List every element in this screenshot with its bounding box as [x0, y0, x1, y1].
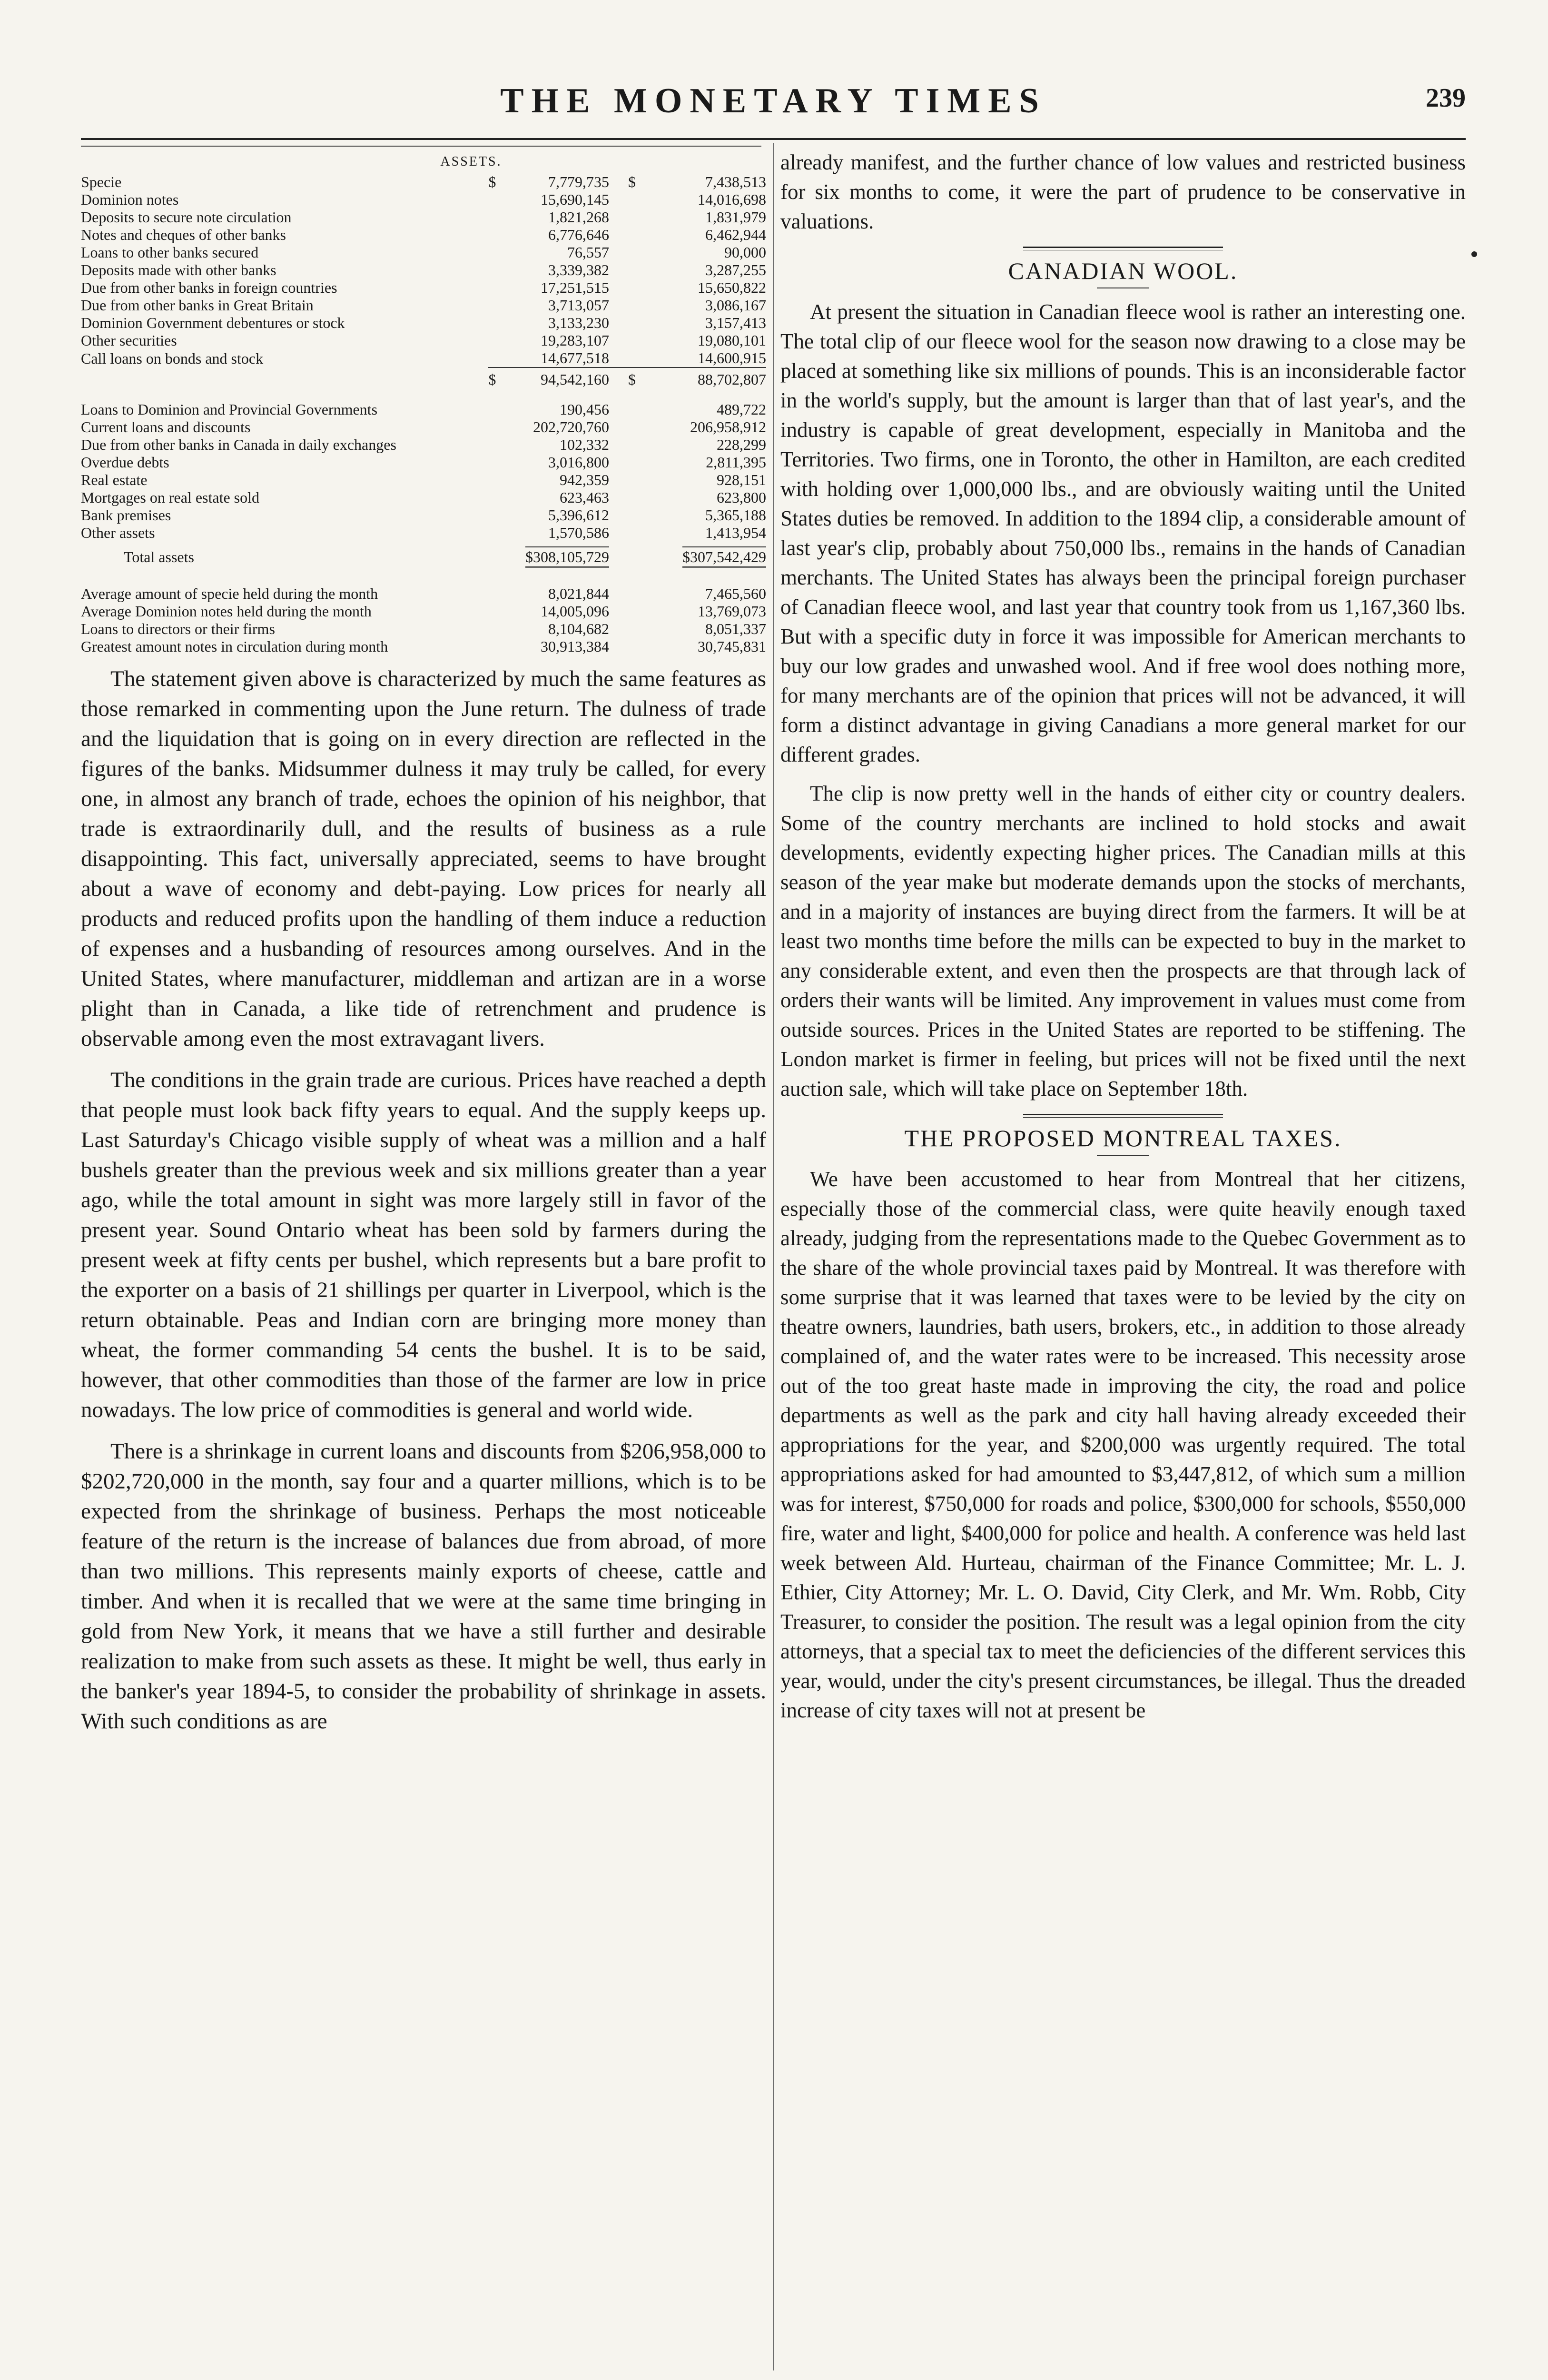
currency-sign [628, 620, 642, 638]
currency-sign [488, 489, 502, 506]
currency-sign [488, 620, 502, 638]
table-row [81, 471, 766, 489]
total-previous-value: $307,542,429 [682, 546, 766, 568]
total-current-value: $308,105,729 [525, 546, 609, 568]
row-label: Deposits to secure note circulation [81, 208, 292, 226]
row-label: Average amount of specie held during the month [81, 585, 378, 602]
currency-sign [628, 585, 642, 603]
currency-sign [488, 585, 502, 603]
table-row [81, 191, 766, 208]
currency-sign [488, 542, 502, 573]
row-label: Loans to Dominion and Provincial Governments [81, 401, 378, 418]
value-current: 7,779,735 [548, 173, 610, 190]
value-previous: 6,462,944 [705, 226, 766, 243]
section-divider [1023, 247, 1223, 250]
value-previous: 5,365,188 [705, 506, 766, 524]
value-current: 1,821,268 [548, 208, 610, 226]
currency-sign [628, 401, 642, 418]
row-label: Bank premises [81, 506, 171, 524]
page-header [81, 81, 1466, 133]
article-paragraph: The statement given above is characterized by much the same features as those remarked in commenting upon the June return. The dulness of trade and the liquidation that is going on in every direction are reflected in the figures of the banks. Midsummer dulness it may truly be called, for every one, in almost any branch of trade, echoes the opinion of his neighbor, that trade is extraordinarily dull, and the results of business as a rule disappointing. This fact, universally appreciated, seems to have brought about a wave of economy and debt-paying. Low prices for nearly all products and reduced profits upon the handling of them induce a reduction of expenses and a husbanding of resources among ourselves. And in the United States, where manufacturer, middleman and artizan are in a worse plight than in Canada, a like tide of retrenchment and prudence is observable among even the most extravagant livers. [81, 666, 766, 1051]
currency-sign [488, 208, 502, 226]
row-label: Real estate [81, 471, 148, 488]
total-current [502, 542, 628, 573]
value-previous: 3,157,413 [705, 314, 766, 331]
table-row [81, 585, 766, 603]
currency-sign [628, 454, 642, 471]
right-column [780, 148, 1466, 1725]
table-row [81, 173, 766, 191]
section-divider [1023, 1114, 1223, 1118]
row-label: Due from other banks in Canada in daily exchanges [81, 436, 396, 453]
table-row [81, 297, 766, 314]
table-row [81, 244, 766, 261]
value-previous: 13,769,073 [698, 603, 766, 620]
subtotal-row [81, 367, 766, 388]
table-row [81, 208, 766, 226]
table-row [81, 401, 766, 418]
currency-sign [628, 208, 642, 226]
table-row [81, 332, 766, 349]
taxes-paragraph: We have been accustomed to hear from Montreal that her citizens, especially those of the commercial class, were quite heavily enough taxed already, judging from the representations made to the Quebec Government as to the share of the whole provincial taxes paid by Montreal. It was therefore with some surprise that it was learned that taxes were to be levied by the city on theatre owners, laundries, bath users, brokers, etc., in addition to those already complained of, and the water rates were to be increased. This necessity arose out of the too great haste made in improving the city, the road and police departments as well as the park and city hall having already exceeded their appropriations for the year, and $200,000 was urgently required. The total appropriations asked for had amounted to $3,447,812, of which sum a million was for interest, $750,000 for roads and police, $300,000 for schools, $550,000 fire, water and light, $400,000 for police and health. A conference was held last week between Ald. Hurteau, chairman of the Finance Committee; Mr. L. J. Ethier, City Attorney; Mr. L. O. David, City Clerk, and Mr. Wm. Robb, City Treasurer, to consider the position. The result was a legal opinion from the city attorneys, that a special tax to meet the deficiencies of the different services this year, would, under the city's present circumstances, be illegal. Thus the dreaded increase of city taxes will not at present be [780, 1167, 1466, 1722]
currency-sign [628, 226, 642, 244]
value-previous: 2,811,395 [706, 454, 766, 471]
currency-sign [488, 418, 502, 436]
row-label: Specie [81, 173, 122, 190]
row-label: Mortgages on real estate sold [81, 489, 259, 506]
value-current: 6,776,646 [548, 226, 610, 243]
row-label: Other assets [81, 524, 155, 541]
table-row [81, 454, 766, 471]
table-row [81, 314, 766, 332]
currency-sign [488, 244, 502, 261]
value-current: 19,283,107 [541, 332, 610, 349]
row-label: Average Dominion notes held during the month [81, 603, 372, 620]
row-label: Notes and cheques of other banks [81, 226, 286, 243]
row-label: Deposits made with other banks [81, 261, 276, 278]
value-current: 15,690,145 [541, 191, 610, 208]
row-label: Call loans on bonds and stock [81, 350, 264, 367]
subtotal-previous: 88,702,807 [642, 367, 766, 388]
value-previous: 8,051,337 [705, 620, 766, 637]
row-label: Current loans and discounts [81, 418, 251, 436]
table-row [81, 524, 766, 542]
currency-sign [488, 279, 502, 297]
column-divider [773, 143, 774, 2370]
value-current: 623,463 [560, 489, 610, 506]
value-previous: 3,086,167 [705, 297, 766, 314]
header-rule [81, 138, 1466, 140]
table-row [81, 638, 766, 655]
value-current: 3,713,057 [548, 297, 610, 314]
currency-sign [628, 244, 642, 261]
currency-sign [628, 638, 642, 655]
article-paragraph: The conditions in the grain trade are curious. Prices have reached a depth that people must look back fifty years to equal. And the supply keeps up. Last Saturday's Chicago visible supply of wheat was a million and a half bushels greater than the previous week and six millions greater than a year ago, while the total amount in sight was more largely still in favor of the present year. Sound Ontario wheat has been sold by farmers during the present week at fifty cents per bushel, which represents but a bare profit to the exporter on a basis of 21 shillings per quarter in Liverpool, which is the return obtainable. Peas and Indian corn are bringing more money than wheat, the former commanding 54 cents the bushel. It is to be said, however, that other commodities than those of the farmer are low in price nowadays. The low price of commodities is general and world wide. [81, 1068, 766, 1422]
value-current: 14,005,096 [541, 603, 610, 620]
table-row [81, 226, 766, 244]
value-current: 17,251,515 [541, 279, 610, 296]
currency-sign [628, 332, 642, 349]
value-previous: 928,151 [717, 471, 766, 488]
currency-sign [488, 638, 502, 655]
currency-sign [488, 349, 502, 367]
row-label: Loans to other banks secured [81, 244, 259, 261]
value-previous: 14,600,915 [698, 349, 766, 367]
currency-sign [628, 471, 642, 489]
currency-sign [628, 524, 642, 542]
row-label: Due from other banks in foreign countries [81, 279, 337, 296]
currency-sign [628, 603, 642, 620]
value-previous: 14,016,698 [698, 191, 766, 208]
value-previous: 623,800 [717, 489, 766, 506]
table-row [81, 349, 766, 367]
currency-sign [628, 436, 642, 454]
value-current: 202,720,760 [533, 418, 610, 436]
subtotal-current: 94,542,160 [502, 367, 628, 388]
total-previous [642, 542, 766, 573]
table-row [81, 418, 766, 436]
value-previous: 30,745,831 [698, 638, 766, 655]
currency-sign [488, 603, 502, 620]
row-label: Greatest amount notes in circulation during month [81, 638, 388, 655]
article-paragraph: There is a shrinkage in current loans and discounts from $206,958,000 to $202,720,000 in the month, say four and a quarter millions, which is to be expected from the shrinkage of business. Perhaps the most noticeable feature of the return is the increase of balances due from abroad, of more than two millions. This represents mainly exports of cheese, cattle and timber. And when it is recalled that we were at the same time bringing in gold from New York, it means that we have a still further and desirable realization to make from such assets as these. It might be well, thus early in the banker's year 1894-5, to consider the probability of shrinkage in assets. With such conditions as are [81, 1439, 766, 1734]
value-current: 102,332 [560, 436, 610, 453]
table-row [81, 603, 766, 620]
assets-heading: ASSETS. [440, 154, 502, 169]
currency-sign [488, 261, 502, 279]
currency-sign [628, 279, 642, 297]
table-row [81, 620, 766, 638]
value-current: 8,021,844 [548, 585, 610, 602]
section-heading-montreal-taxes: THE PROPOSED MONTREAL TAXES. [904, 1125, 1342, 1151]
value-previous: 7,438,513 [705, 173, 766, 190]
value-current: 8,104,682 [548, 620, 610, 637]
currency-sign [628, 191, 642, 208]
currency-sign [488, 506, 502, 524]
value-previous: 15,650,822 [698, 279, 766, 296]
value-previous: 1,831,979 [705, 208, 766, 226]
value-current: 3,133,230 [548, 314, 610, 331]
value-previous: 1,413,954 [705, 524, 766, 541]
row-label [81, 367, 488, 388]
table-spacer [81, 573, 766, 585]
currency-sign [628, 489, 642, 506]
table-row [81, 489, 766, 506]
value-previous: 90,000 [724, 244, 766, 261]
wool-paragraph: The clip is now pretty well in the hands of either city or country dealers. Some of the country merchants are inclined to hold stocks and await developments, evidently expecting higher prices. The Canadian mills at this season of the year make but moderate demands upon the stocks of merchants, and in a majority of instances are buying direct from the farmers. It will be at least two months time before the mills can be expected to buy in the market to any considerable extent, and even then the prospects are that through lack of orders their wants will be limited. Any improvement in values must come from outside sources. Prices in the United States are reported to be stiffening. The London market is firmer in feeling, but prices will not be fixed until the next auction sale, which will take place on September 18th. [780, 782, 1466, 1101]
row-label: Loans to directors or their firms [81, 620, 275, 637]
currency-sign [488, 436, 502, 454]
total-label: Total assets [124, 548, 194, 565]
heading-underline [1097, 1155, 1149, 1156]
value-previous: 206,958,912 [690, 418, 766, 436]
value-current: 3,016,800 [548, 454, 610, 471]
margin-dot [1471, 251, 1477, 257]
currency-sign [628, 349, 642, 367]
wool-paragraph: At present the situation in Canadian fleece wool is rather an interesting one. The total clip of our fleece wool for the season now drawing to a close may be placed at something like six millions of pounds. This is an inconsiderable factor in the world's supply, but the amount is larger than that of last year's, and the industry is capable of great development, especially in Manitoba and the Territories. Two firms, one in Toronto, the other in Hamilton, are each credited with holding over 1,000,000 lbs., and are obviously waiting until the United States duties be removed. In addition to the 1894 clip, a considerable amount of last year's clip, probably about 750,000 lbs., remains in the hands of Canadian merchants. The United States has always been the principal foreign purchaser of Canadian fleece wool, and last year that country took from us 1,167,360 lbs. But with a specific duty in force it was impossible for American merchants to buy our low grades and unwashed wool. And if free wool does nothing more, for many merchants are of the opinion that prices will not be advanced, it will form a distinct advantage in giving Canadians a more general market for our different grades. [780, 300, 1466, 766]
row-label: Overdue debts [81, 454, 169, 471]
currency-sign: $ [488, 173, 496, 190]
currency-sign: $ [628, 367, 642, 388]
continued-paragraph: already manifest, and the further chance of low values and restricted business for six months to come, it were the part of prudence to be conservative in valuations. [780, 150, 1466, 233]
value-previous: 19,080,101 [698, 332, 766, 349]
table-spacer [81, 388, 766, 401]
row-label: Dominion Government debentures or stock [81, 314, 345, 331]
currency-sign [488, 332, 502, 349]
page-number: 239 [1426, 83, 1466, 113]
total-row [81, 542, 766, 573]
journal-title: THE MONETARY TIMES [500, 81, 1046, 120]
value-previous: 489,722 [717, 401, 766, 418]
value-current: 76,557 [567, 244, 610, 261]
currency-sign [488, 226, 502, 244]
row-label: Due from other banks in Great Britain [81, 297, 314, 314]
value-current: 1,570,586 [548, 524, 610, 541]
currency-sign [488, 297, 502, 314]
currency-sign [488, 191, 502, 208]
currency-sign [488, 524, 502, 542]
left-column [81, 148, 766, 1736]
currency-sign: $ [488, 367, 502, 388]
table-row [81, 261, 766, 279]
value-previous: 228,299 [717, 436, 766, 453]
header-rule-secondary [81, 146, 761, 147]
currency-sign [628, 297, 642, 314]
currency-sign [628, 314, 642, 332]
currency-sign [628, 506, 642, 524]
table-row [81, 436, 766, 454]
section-heading-canadian-wool: CANADIAN WOOL. [1008, 258, 1238, 284]
currency-sign [488, 454, 502, 471]
value-current: 3,339,382 [548, 261, 610, 278]
value-previous: 7,465,560 [705, 585, 766, 602]
currency-sign [628, 418, 642, 436]
currency-sign [488, 314, 502, 332]
row-label: Other securities [81, 332, 177, 349]
row-label: Dominion notes [81, 191, 179, 208]
currency-sign [488, 401, 502, 418]
value-current: 942,359 [560, 471, 610, 488]
currency-sign: $ [628, 173, 636, 190]
value-current: 5,396,612 [548, 506, 610, 524]
table-row [81, 506, 766, 524]
table-row [81, 279, 766, 297]
assets-table [81, 173, 766, 655]
value-current: 30,913,384 [541, 638, 610, 655]
value-current: 14,677,518 [541, 349, 610, 367]
value-current: 190,456 [560, 401, 610, 418]
value-previous: 3,287,255 [705, 261, 766, 278]
currency-sign [488, 471, 502, 489]
currency-sign [628, 542, 642, 573]
currency-sign [628, 261, 642, 279]
